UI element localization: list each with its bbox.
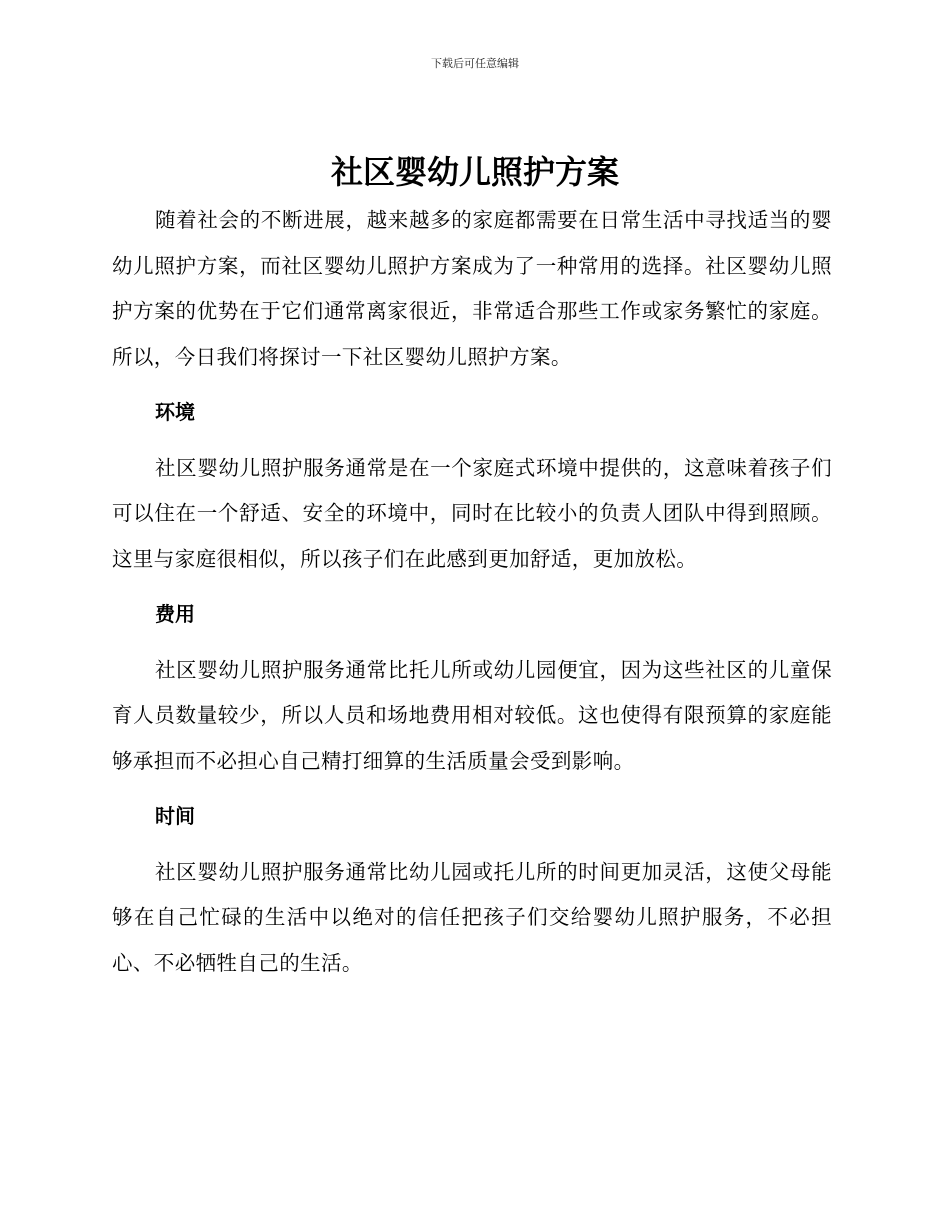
header-note: 下载后可任意编辑 xyxy=(431,57,519,70)
section-body-environment: 社区婴幼儿照护服务通常是在一个家庭式环境中提供的，这意味着孩子们可以住在一个舒适、安全的环境中，同时在比较小的负责人团队中得到照顾。这里与家庭很相似，所以孩子们在此感到更加舒适，更加放松。 xyxy=(112,455,832,571)
section-heading-time: 时间 xyxy=(155,804,195,828)
section-body-time: 社区婴幼儿照护服务通常比幼儿园或托儿所的时间更加灵活，这使父母能够在自己忙碌的生活中以绝对的信任把孩子们交给婴幼儿照护服务，不必担心、不必牺牲自己的生活。 xyxy=(112,859,832,975)
document-body xyxy=(112,198,832,986)
document-title: 社区婴幼儿照护方案 xyxy=(330,153,619,191)
section-body-cost: 社区婴幼儿照护服务通常比托儿所或幼儿园便宜，因为这些社区的儿童保育人员数量较少，所以人员和场地费用相对较低。这也使得有限预算的家庭能够承担而不必担心自己精打细算的生活质量会受到影响。 xyxy=(112,657,832,773)
section-heading-environment: 环境 xyxy=(155,400,195,424)
section-heading-cost: 费用 xyxy=(155,602,195,626)
intro-paragraph: 随着社会的不断进展，越来越多的家庭都需要在日常生活中寻找适当的婴幼儿照护方案，而社区婴幼儿照护方案成为了一种常用的选择。社区婴幼儿照护方案的优势在于它们通常离家很近，非常适合那些工作或家务繁忙的家庭。所以，今日我们将探讨一下社区婴幼儿照护方案。 xyxy=(112,208,832,369)
